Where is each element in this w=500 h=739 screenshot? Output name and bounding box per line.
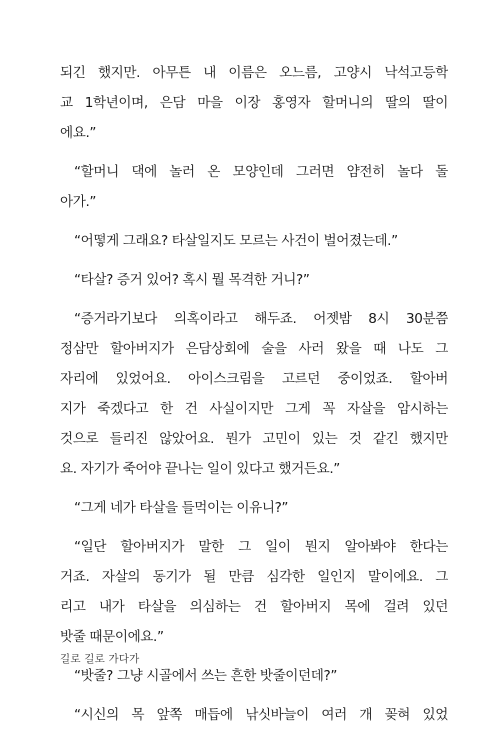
- paragraph: [60, 700, 448, 730]
- text-line: 지가 죽겠다고 한 건 사실이지만 그게 꼭 자살을 암시하는: [60, 401, 448, 417]
- text-line: 것으로 들리진 않았어요. 뭔가 고민이 있는 것 같긴 했지만: [60, 431, 448, 447]
- text-line: “일단 할아버지가 말한 그 일이 뭔지 알아봐야 한다는: [74, 539, 448, 555]
- text-line: 자리에 있었어요. 아이스크림을 고르던 중이었죠. 할아버: [60, 371, 448, 387]
- text-line: 되긴 했지만. 아무튼 내 이름은 오느름, 고양시 낙석고등학: [60, 65, 448, 81]
- paragraph: [60, 532, 448, 652]
- text-line: “그게 네가 타살을 들먹이는 이유니?”: [74, 500, 289, 516]
- body-text: [60, 58, 448, 739]
- text-line: “어떻게 그래요? 타살일지도 모르는 사건이 벌어졌는데.”: [74, 233, 398, 249]
- running-footer-title: 길로 길로 가다가: [60, 653, 140, 665]
- paragraph: [60, 157, 448, 217]
- paragraph: [60, 58, 448, 148]
- paragraph: [60, 304, 448, 484]
- text-line: 정삼만 할아버지가 은담상회에 술을 사러 왔을 때 나도 그: [60, 341, 448, 357]
- paragraph: [60, 493, 448, 523]
- text-line: 요. 자기가 죽어야 끝나는 일이 있다고 했거든요.”: [60, 461, 340, 477]
- text-line: 아가.”: [60, 194, 97, 210]
- text-line: “밧줄? 그냥 시골에서 쓰는 흔한 밧줄이던데?”: [74, 668, 337, 684]
- text-line: 밧줄 때문이에요.”: [60, 629, 164, 645]
- text-line: 교 1학년이며, 은담 마을 이장 홍영자 할머니의 딸의 딸이: [60, 95, 448, 111]
- text-line: “타살? 증거 있어? 혹시 뭘 목격한 거니?”: [74, 272, 310, 288]
- text-line: “시신의 목 앞쪽 매듭에 낚싯바늘이 여러 개 꽂혀 있었: [74, 707, 448, 723]
- text-line: 거죠. 자살의 동기가 될 만큼 심각한 일인지 말이에요. 그: [60, 569, 448, 585]
- text-line: 리고 내가 타살을 의심하는 건 할아버지 목에 걸려 있던: [60, 599, 448, 615]
- text-line: “증거라기보다 의혹이라고 해두죠. 어젯밤 8시 30분쯤: [74, 311, 448, 327]
- paragraph: [60, 265, 448, 295]
- paragraph: [60, 226, 448, 256]
- text-line: “할머니 댁에 놀러 온 모양인데 그러면 얌전히 놀다 돌: [74, 164, 448, 180]
- text-line: 에요.”: [60, 125, 97, 141]
